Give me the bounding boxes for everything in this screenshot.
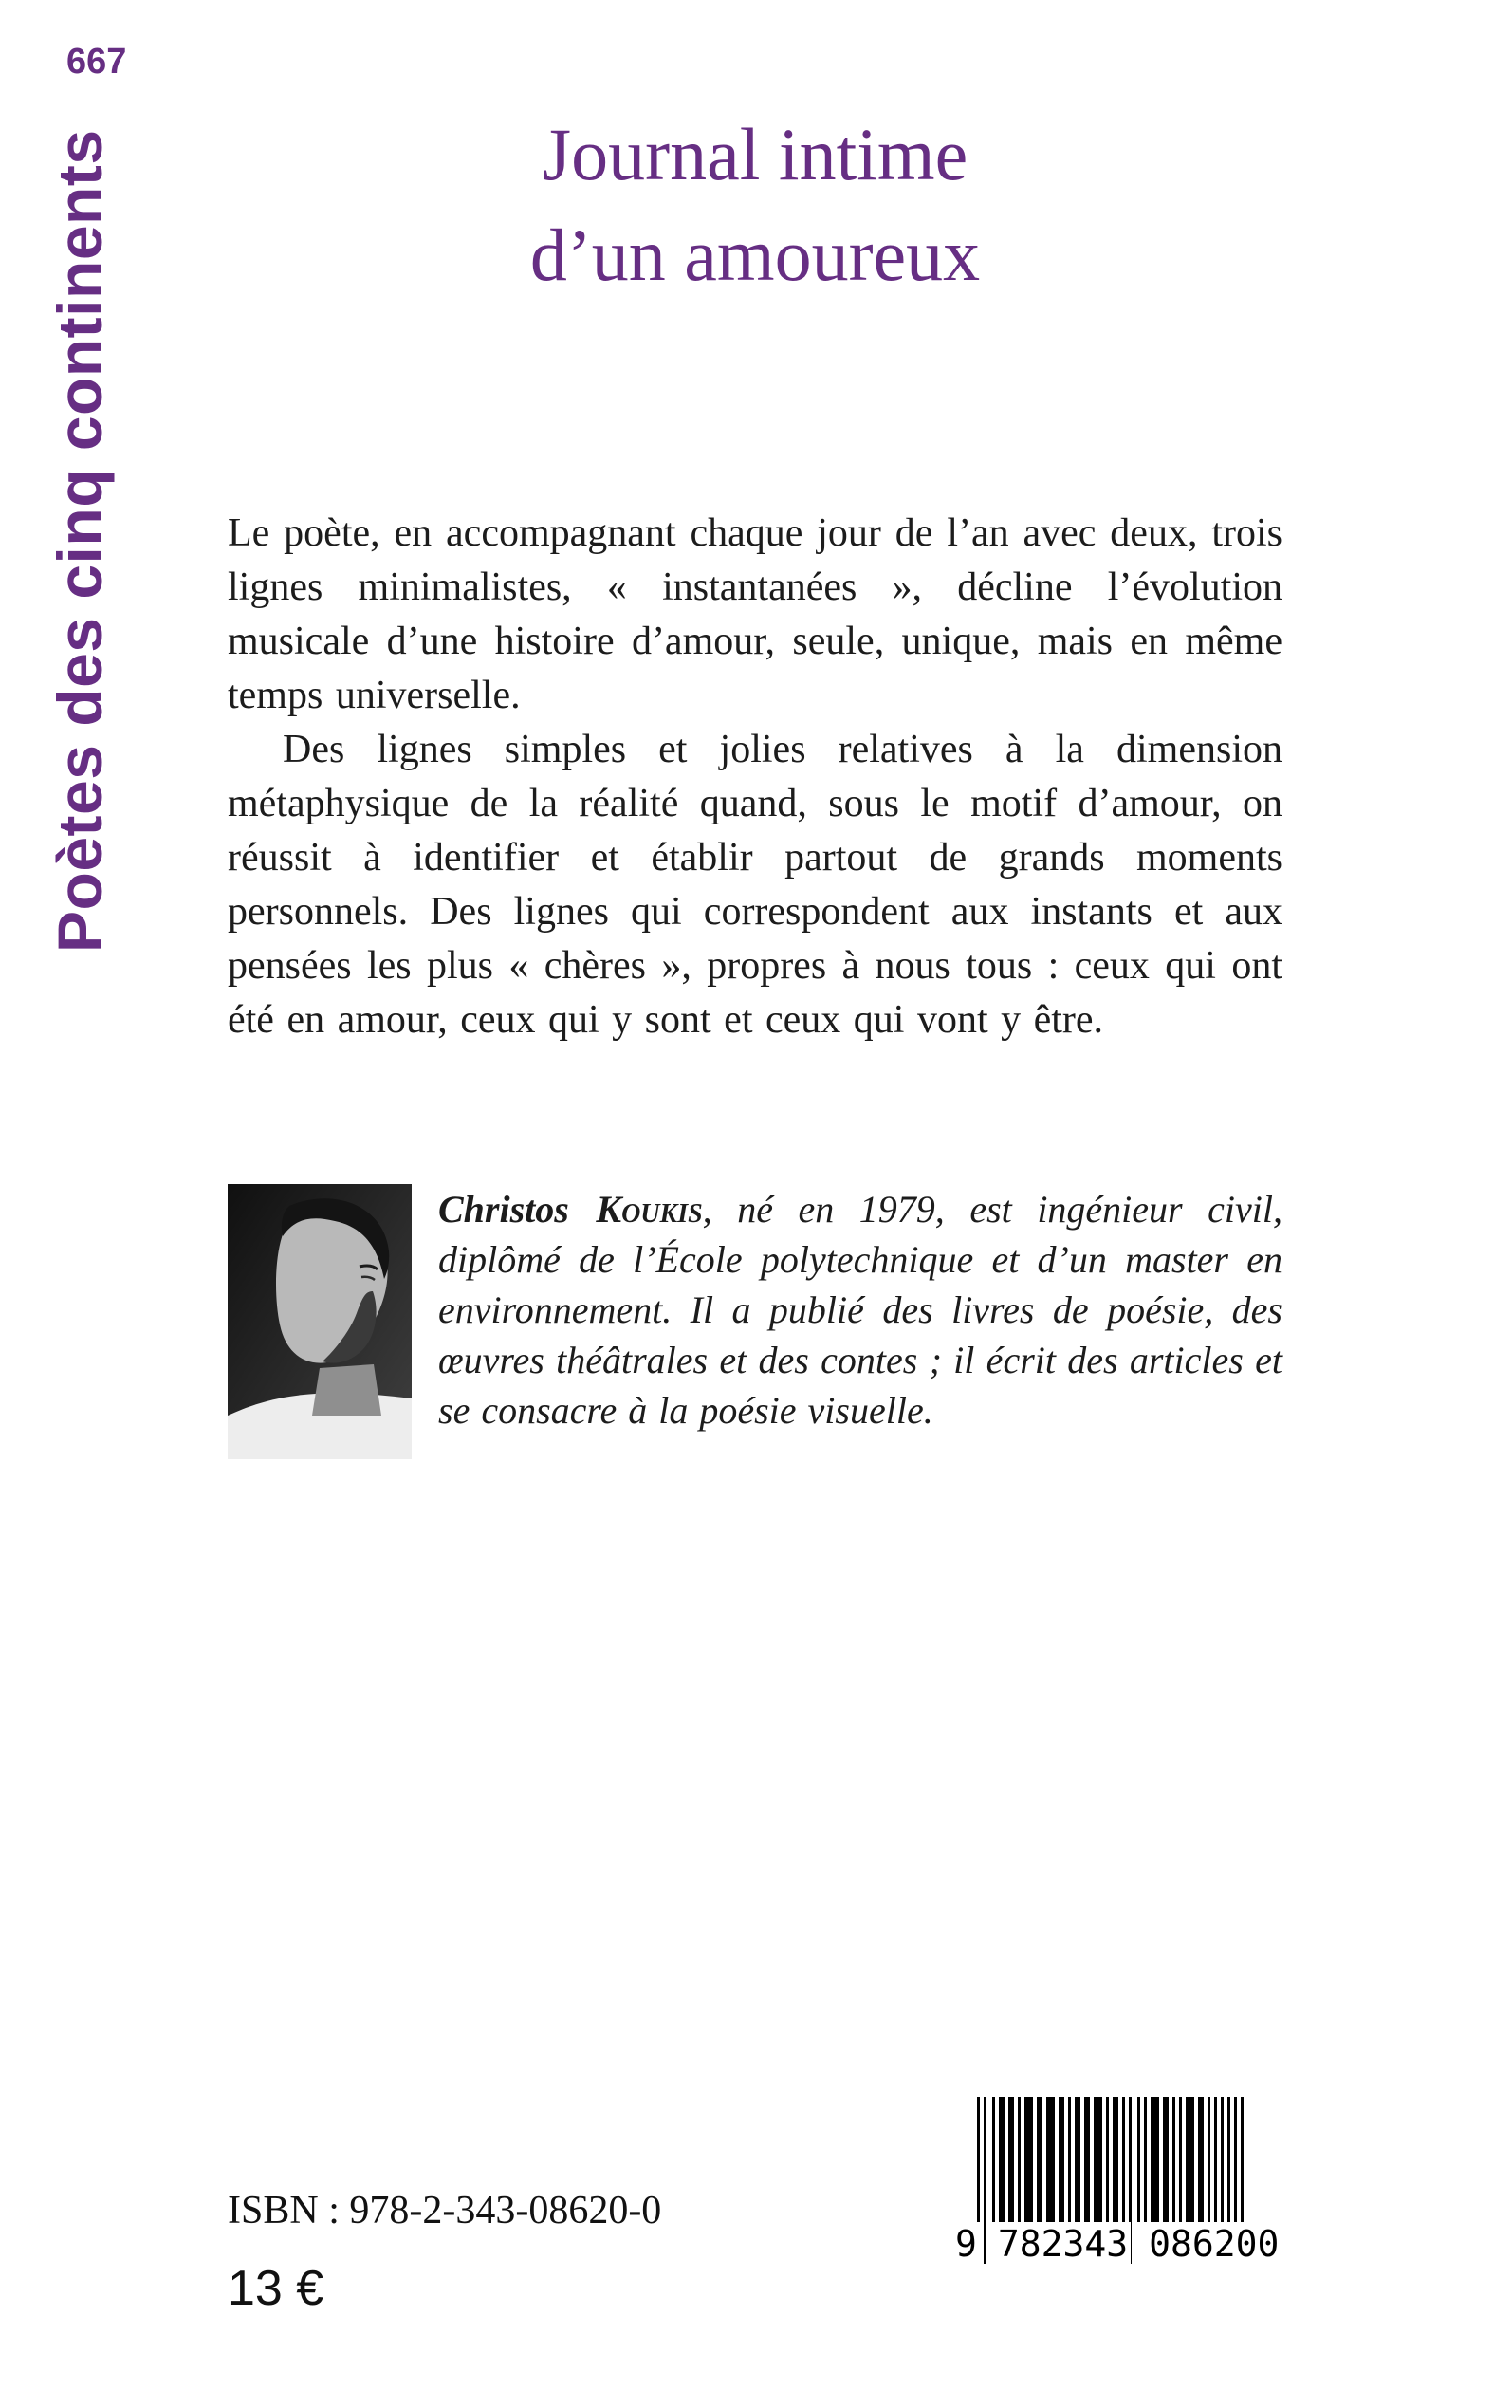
author-first-name: Christos [438,1188,569,1231]
synopsis [228,507,1282,1047]
collection-title-vertical: Poètes des cinq continents [45,129,115,953]
author-last-name: Koukis [596,1188,703,1231]
barcode [955,2097,1290,2266]
book-title-line2: d’un amoureux [529,213,981,296]
book-title-line1: Journal intime [542,113,968,195]
synopsis-paragraph-2: Des lignes simples et jolies relatives à la dimension métaphysique de la réalité quand, sous le motif d’amour, on réussit à identifier et établir partout de grands moments personnels. Des lignes qui correspondent aux instants et aux pensées les plus « chères », propres à nous tous : ceux qui ont été en amour, ceux qui y sont et ceux qui vont y être. [228,728,1282,1042]
author-photo [228,1184,412,1459]
synopsis-paragraph-1: Le poète, en accompagnant chaque jour de l’an avec deux, trois lignes minimalistes, « instantanées », décline l’évolution musicale d’une histoire d’amour, seule, unique, mais en même temps universelle. [228,511,1282,717]
author-portrait-graphic [228,1184,412,1459]
author-section [228,1184,1282,1459]
barcode-digit-group: 782343 [995,2222,1131,2266]
barcode-digit-group: 9 [952,2222,980,2266]
author-bio [438,1184,1282,1436]
barcode-digit-group: 086200 [1146,2222,1282,2266]
book-title [228,104,1282,306]
collection-number: 667 [66,42,127,82]
isbn: ISBN : 978-2-343-08620-0 [228,2189,662,2232]
author-bio-text: , né en 1979, est ingénieur civil, diplômé de l’École polytechnique et d’un master en environnement. Il a publié des livres de poésie, des œuvres théâtrales et des contes ; il écrit des articles et se consacre à la poésie visuelle. [438,1188,1283,1432]
barcode-digits [952,2222,1290,2266]
price: 13 € [228,2261,324,2316]
